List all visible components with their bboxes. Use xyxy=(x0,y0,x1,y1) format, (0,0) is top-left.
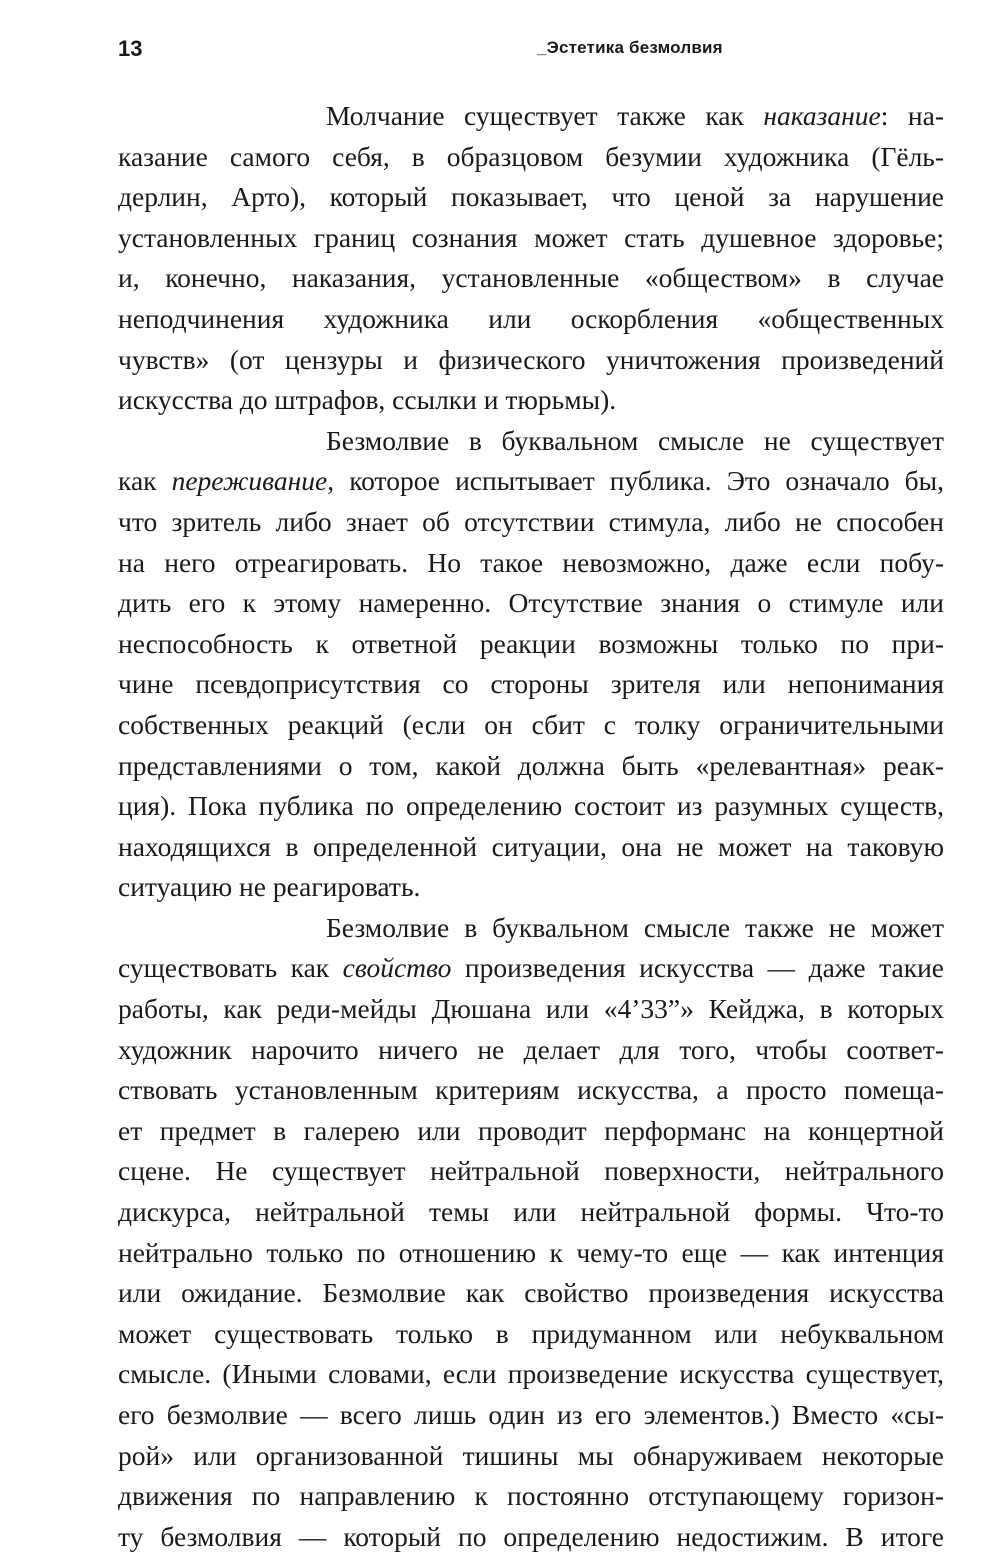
text-line: находящихся в определенной ситуации, она не может на таковую xyxy=(118,830,944,862)
text-line: может существовать только в придуманном или небуквальном xyxy=(118,1317,944,1349)
body-text xyxy=(118,96,944,1557)
text-line: дискурса, нейтральной темы или нейтральной формы. Что-то xyxy=(118,1196,944,1228)
text-line: собственных реакций (если он сбит с толку ограничительными xyxy=(118,708,944,740)
text-line: Молчание существует также как наказание: на- xyxy=(326,100,944,131)
text-line: и, конечно, наказания, установленные «обществом» в случае xyxy=(118,262,944,294)
text-line: установленных границ сознания может стать душевное здоровье; xyxy=(118,221,944,253)
text-line: движения по направлению к постоянно отступающему горизон- xyxy=(118,1480,944,1512)
text-line: ствовать установленным критериям искусства, а просто помеща- xyxy=(118,1074,944,1106)
text-line: неспособность к ответной реакции возможны только по при- xyxy=(118,627,944,659)
page-header xyxy=(0,34,1000,64)
text-line: существовать как свойство произведения искусства — даже такие xyxy=(118,952,944,984)
paragraph xyxy=(118,421,944,908)
text-line: рой» или организованной тишины мы обнаруживаем некоторые xyxy=(118,1439,944,1471)
text-line: чувств» (от цензуры и физического уничтожения произведений xyxy=(118,343,944,375)
text-line: ситуацию не реагировать. xyxy=(118,871,421,903)
paragraph xyxy=(118,908,944,1557)
text-line: Безмолвие в буквальном смысле также не может xyxy=(326,911,944,943)
text-line: дить его к этому намеренно. Отсутствие знания о стимуле или xyxy=(118,587,944,619)
text-line: на него отреагировать. Но такое невозможно, даже если побу- xyxy=(118,546,944,578)
text-line: ция). Пока публика по определению состоит из разумных существ, xyxy=(118,790,944,822)
text-line: чине псевдоприсутствия со стороны зрителя или непонимания xyxy=(118,668,944,700)
text-line: нейтрально только по отношению к чему-то еще — как интенция xyxy=(118,1236,944,1268)
paragraph xyxy=(118,96,944,421)
text-line: что зритель либо знает об отсутствии стимула, либо не способен xyxy=(118,505,944,537)
text-line: смысле. (Иными словами, если произведение искусства существует, xyxy=(118,1358,944,1390)
text-line: искусства до штрафов, ссылки и тюрьмы). xyxy=(118,384,617,416)
emphasized-term: наказание xyxy=(763,100,881,131)
text-line: ту безмолвия — который по определению недостижим. В итоге xyxy=(118,1520,944,1552)
running-title: _Эстетика безмолвия xyxy=(537,38,723,57)
text-line: дерлин, Арто), который показывает, что ценой за нарушение xyxy=(118,181,944,213)
page-number: 13 xyxy=(118,36,143,61)
text-line: неподчинения художника или оскорбления «общественных xyxy=(118,302,944,334)
emphasized-term: переживание xyxy=(171,465,328,497)
text-line: его безмолвие — всего лишь один из его элементов.) Вместо «сы- xyxy=(118,1399,944,1430)
text-line: художник нарочито ничего не делает для того, чтобы соответ- xyxy=(118,1033,944,1065)
emphasized-term: свойство xyxy=(342,952,452,984)
text-line: ет предмет в галерею или проводит перформанс на концертной xyxy=(118,1114,944,1146)
text-line: представлениями о том, какой должна быть «релевантная» реак- xyxy=(118,749,944,781)
text-line: казание самого себя, в образцовом безумии художника (Гёль- xyxy=(118,140,944,172)
text-line: работы, как реди-мейды Дюшана или «4’33”» Кейджа, в которых xyxy=(118,993,944,1025)
text-line: или ожидание. Безмолвие как свойство произведения искусства xyxy=(118,1277,944,1309)
text-line: как переживание, которое испытывает публика. Это означало бы, xyxy=(118,465,944,497)
text-line: Безмолвие в буквальном смысле не существует xyxy=(326,424,944,456)
text-line: сцене. Не существует нейтральной поверхности, нейтрального xyxy=(118,1155,944,1187)
